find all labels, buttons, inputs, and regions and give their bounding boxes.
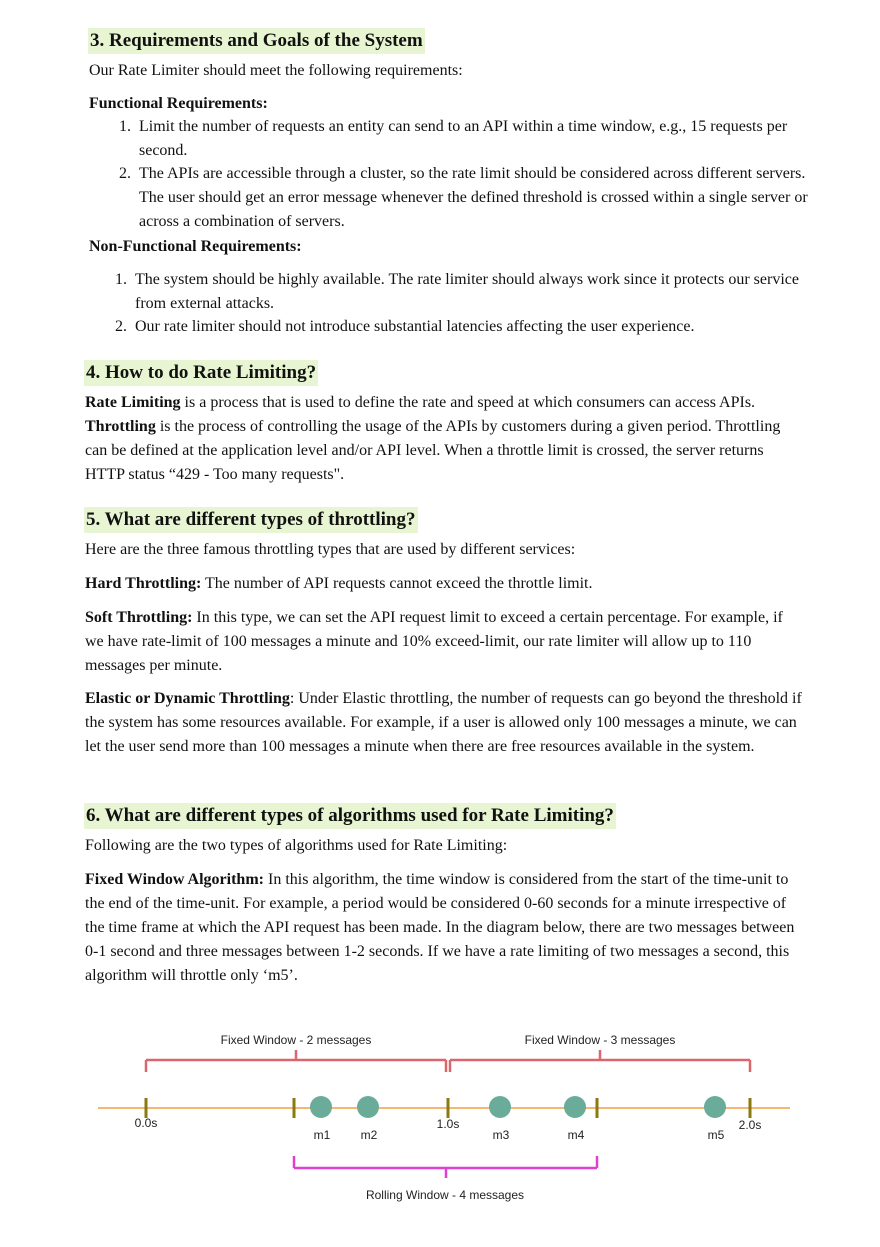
section-4-heading: 4. How to do Rate Limiting? <box>84 360 318 386</box>
section-5-intro: Here are the three famous throttling types that are used by different services: <box>85 541 576 558</box>
fixed-window-paragraph: Fixed Window Algorithm: In this algorithm, the time window is considered from the start of the time-unit to the end of the time-unit. For example, a period would be considered 0-60 seconds for a minute irrespective of the time frame at which the API request has been made. In the diagram below, there are two messages between 0-1 second and three messages between 1-2 seconds. If we have a rate limiting of two messages a second, this algorithm will throttle only ‘m5’. <box>85 871 795 984</box>
nonfunctional-requirements-label: Non-Functional Requirements: <box>89 238 302 255</box>
nonfunctional-item-2: 2. Our rate limiter should not introduce substantial latencies affecting the user experience. <box>115 318 695 335</box>
message-m1-marker <box>310 1096 332 1118</box>
message-m2-label: m2 <box>360 1128 378 1142</box>
fixed-window-2-label: Fixed Window - 3 messages <box>524 1033 676 1047</box>
soft-throttling-paragraph: Soft Throttling: In this type, we can set the API request limit to exceed a certain percentage. For example, if we have rate-limit of 100 messages a minute and 10% exceed-limit, our rate limiter will allow up to 110 messages per minute. <box>85 609 783 674</box>
message-markers <box>310 1096 726 1118</box>
message-m3-label: m3 <box>492 1128 510 1142</box>
section-6-heading: 6. What are different types of algorithms used for Rate Limiting? <box>84 803 616 829</box>
nonfunctional-item-1: 1. The system should be highly available. The rate limiter should always work since it protects our service from external attacks. <box>115 271 799 312</box>
message-m2-marker <box>357 1096 379 1118</box>
section-5-heading: 5. What are different types of throttling? <box>84 507 418 533</box>
message-m1-label: m1 <box>313 1128 331 1142</box>
message-m3-marker <box>489 1096 511 1118</box>
message-m4-label: m4 <box>567 1128 585 1142</box>
hard-throttling-paragraph: Hard Throttling: The number of API requests cannot exceed the throttle limit. <box>85 575 593 592</box>
message-m4-marker <box>564 1096 586 1118</box>
section-6-intro: Following are the two types of algorithms used for Rate Limiting: <box>85 837 508 854</box>
rolling-window-label: Rolling Window - 4 messages <box>365 1188 525 1202</box>
fixed-window-2-bracket <box>450 1050 750 1072</box>
section-3-heading: 3. Requirements and Goals of the System <box>88 28 425 54</box>
time-label-0: 0.0s <box>134 1116 158 1130</box>
fixed-window-1-bracket <box>146 1050 446 1072</box>
functional-item-2: 2. The APIs are accessible through a cluster, so the rate limit should be considered across different servers. The user should get an error message whenever the defined threshold is crossed within a single server or across a combination of servers. <box>119 165 808 230</box>
message-m5-label: m5 <box>707 1128 725 1142</box>
fixed-window-1-label: Fixed Window - 2 messages <box>220 1033 372 1047</box>
time-label-1: 1.0s <box>436 1117 460 1131</box>
section-3-intro: Our Rate Limiter should meet the following requirements: <box>89 62 463 79</box>
functional-requirements-label: Functional Requirements: <box>89 95 268 112</box>
elastic-throttling-paragraph: Elastic or Dynamic Throttling: Under Elastic throttling, the number of requests can go beyond the threshold if the system has some resources available. For example, if a user is allowed only 100 messages a minute, we can let the user send more than 100 messages a minute when there are free resources available in the system. <box>85 690 802 755</box>
message-m5-marker <box>704 1096 726 1118</box>
time-label-2: 2.0s <box>738 1118 762 1132</box>
section-4-paragraph: Rate Limiting is a process that is used to define the rate and speed at which consumers can access APIs. Throttling is the process of controlling the usage of the APIs by customers during a given period. Throttling can be defined at the application level and/or API level. When a throttle limit is crossed, the server returns HTTP status “429 - Too many requests". <box>85 394 781 483</box>
functional-item-1: 1. Limit the number of requests an entity can send to an API within a time window, e.g., 15 requests per second. <box>119 118 788 159</box>
rolling-window-bracket <box>294 1156 597 1178</box>
